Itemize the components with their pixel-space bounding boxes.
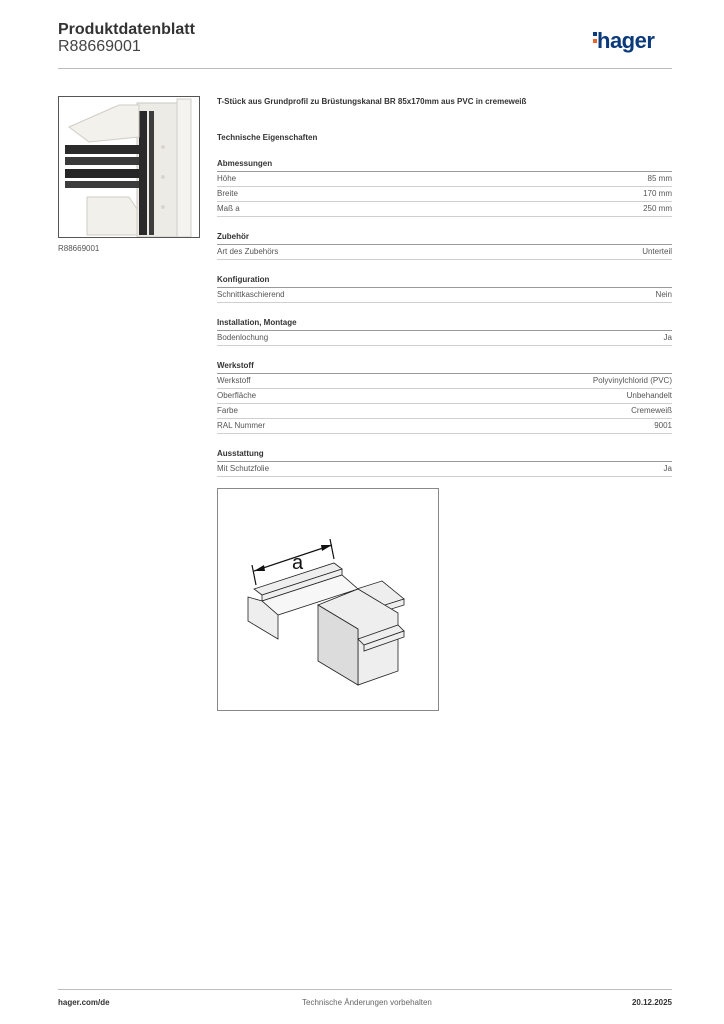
- spec-row: [217, 245, 672, 260]
- dimension-label: a: [292, 552, 304, 574]
- spec-value: Unterteil: [642, 247, 672, 256]
- product-photo: [58, 96, 200, 238]
- spec-value: Ja: [663, 464, 672, 473]
- spec-value: 250 mm: [643, 204, 672, 213]
- spec-label: Farbe: [217, 406, 238, 415]
- spec-value: Cremeweiß: [631, 406, 672, 415]
- spec-row: [217, 202, 672, 217]
- header-divider: [58, 68, 672, 69]
- spec-label: Bodenlochung: [217, 333, 269, 342]
- hager-logo: [593, 28, 654, 54]
- spec-label: Werkstoff: [217, 376, 251, 385]
- spec-row: [217, 404, 672, 419]
- technical-drawing: [217, 488, 439, 711]
- spec-row: [217, 419, 672, 434]
- spec-label: Mit Schutzfolie: [217, 464, 270, 473]
- spec-value: Nein: [655, 290, 672, 299]
- section-konfiguration: [217, 274, 672, 303]
- section-heading: Zubehör: [217, 231, 672, 245]
- spec-row: [217, 172, 672, 187]
- spec-row: [217, 462, 672, 477]
- spec-row: [217, 374, 672, 389]
- spec-label: Breite: [217, 189, 238, 198]
- spec-value: 9001: [654, 421, 672, 430]
- section-ausstattung: [217, 448, 672, 477]
- section-heading: Ausstattung: [217, 448, 672, 462]
- logo-dots-icon: [593, 29, 597, 46]
- spec-label: Schnittkaschierend: [217, 290, 285, 299]
- section-heading: Abmessungen: [217, 158, 672, 172]
- photo-caption: R88669001: [58, 244, 100, 253]
- spec-value: Polyvinylchlorid (PVC): [592, 376, 672, 385]
- footer-website: hager.com/de: [58, 998, 110, 1007]
- spec-value: 170 mm: [643, 189, 672, 198]
- t-piece-drawing: [218, 489, 438, 710]
- footer-notice: Technische Änderungen vorbehalten: [302, 998, 432, 1007]
- section-werkstoff: [217, 360, 672, 434]
- section-heading: Konfiguration: [217, 274, 672, 288]
- spec-row: [217, 389, 672, 404]
- spec-content: [217, 96, 672, 507]
- spec-label: RAL Nummer: [217, 421, 266, 430]
- spec-value: Ja: [663, 333, 672, 342]
- spec-row: [217, 288, 672, 303]
- tech-heading: Technische Eigenschaften: [217, 133, 318, 142]
- product-code: R88669001: [58, 38, 141, 55]
- spec-row: [217, 331, 672, 346]
- page-title: Produktdatenblatt: [58, 21, 195, 38]
- product-photo-image: [59, 97, 199, 237]
- spec-label: Oberfläche: [217, 391, 257, 400]
- section-heading: Installation, Montage: [217, 317, 672, 331]
- section-installation: [217, 317, 672, 346]
- spec-label: Maß a: [217, 204, 240, 213]
- footer-date: 20.12.2025: [631, 998, 672, 1007]
- logo-text: hager: [597, 28, 655, 53]
- spec-row: [217, 187, 672, 202]
- spec-label: Höhe: [217, 174, 237, 183]
- footer-divider: [58, 989, 672, 990]
- spec-value: 85 mm: [647, 174, 672, 183]
- spec-label: Art des Zubehörs: [217, 247, 279, 256]
- product-title: T-Stück aus Grundprofil zu Brüstungskanal BR 85x170mm aus PVC in cremeweiß: [217, 97, 527, 106]
- section-zubehoer: [217, 231, 672, 260]
- section-heading: Werkstoff: [217, 360, 672, 374]
- spec-value: Unbehandelt: [626, 391, 672, 400]
- section-abmessungen: [217, 158, 672, 217]
